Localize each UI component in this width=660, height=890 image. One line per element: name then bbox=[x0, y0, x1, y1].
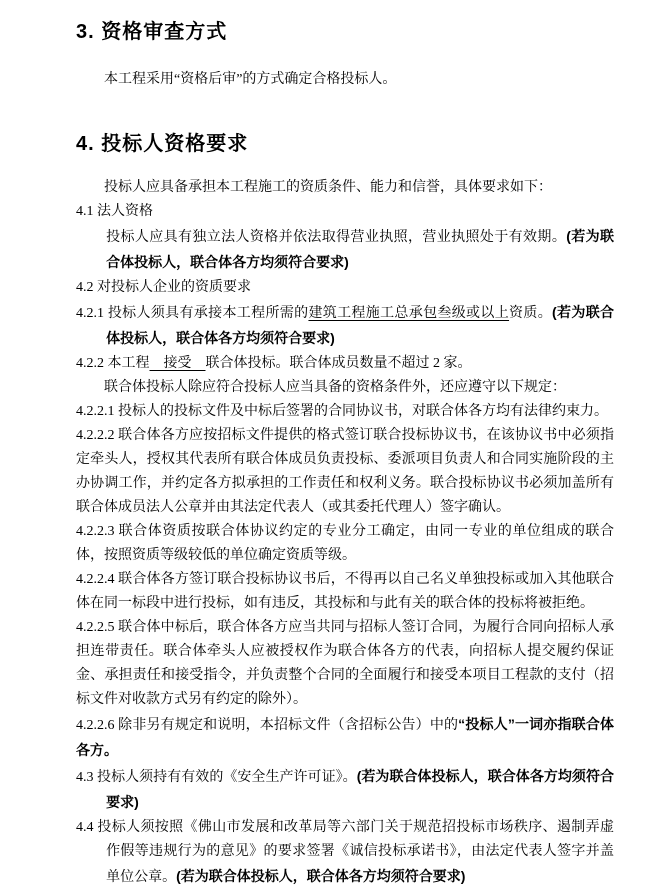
item-4-2-2-6-run-0: 4.2.2.6 除非另有规定和说明，本招标文件（含招标公告）中的 bbox=[76, 718, 459, 733]
item-4-2-2-4-run-0: 4.2.2.4 联合体各方签订联合投标协议书后，不得再以自己名义单独投标或加入其他联合体在同一标段中进行投标，如有违反，其投标和与此有关的联合体的投标将被拒绝。 bbox=[76, 572, 614, 611]
item-4-3-run-1: (若为联合体投标人，联合体各方均须符合要求) bbox=[106, 768, 614, 810]
heading-section-4 bbox=[76, 130, 614, 158]
heading-section-3 bbox=[76, 18, 614, 46]
item-4-2-2-5-run-0: 4.2.2.5 联合体中标后，联合体各方应当共同与招标人签订合同，为履行合同向招标人承担连带责任。联合体牵头人应被授权作为联合体各方的代表，向招标人提交履约保证金、承担责任和接受指令，并负责整个合同的全面履行和接受本项目工程款的支付（招标文件对收款方式另有约定的除外）。 bbox=[76, 620, 614, 707]
item-4-2-1-run-1: 建筑工程施工总承包叁级或以上 bbox=[308, 306, 510, 321]
para-4-intro bbox=[76, 176, 614, 200]
para-4-1-body-run-0: 投标人应具有独立法人资格并依法取得营业执照，营业执照处于有效期。 bbox=[106, 230, 567, 245]
item-4-1-run-0: 4.1 法人资格 bbox=[76, 204, 153, 219]
item-4-2-2-4 bbox=[76, 568, 614, 616]
item-4-2-2-6-run-1: “投标人”一词亦指联合体各方。 bbox=[76, 716, 615, 758]
item-4-2-2-1 bbox=[76, 400, 614, 424]
item-4-2-1-run-2: 资质。 bbox=[509, 306, 553, 321]
item-4-2-2-run-1: 接受 bbox=[149, 356, 206, 371]
item-4-1 bbox=[76, 200, 614, 224]
item-4-2-1-run-3: (若为联合体投标人，联合体各方均须符合要求) bbox=[106, 304, 615, 346]
para-3-1-run-0: 本工程采用“资格后审”的方式确定合格投标人。 bbox=[104, 72, 397, 87]
para-4-intro-run-0: 投标人应具备承担本工程施工的资质条件、能力和信誉，具体要求如下： bbox=[104, 180, 552, 195]
item-4-4-run-0: 4.4 投标人须按照《佛山市发展和改革局等六部门关于规范招投标市场秩序、遏制弄虚作假等违规行为的意见》的要求签署《诚信投标承诺书》，由法定代表人签字并盖单位公章。 bbox=[76, 820, 614, 885]
para-4-2-2-intro bbox=[76, 376, 614, 400]
item-4-3-run-0: 4.3 投标人须持有有效的《安全生产许可证》。 bbox=[76, 770, 357, 785]
para-4-1-body-run-1: (若为联合体投标人，联合体各方均须符合要求) bbox=[106, 228, 614, 270]
item-4-2-2-1-run-0: 4.2.2.1 投标人的投标文件及中标后签署的合同协议书，对联合体各方均有法律约束力。 bbox=[76, 404, 608, 419]
heading-section-4-run-0: 4. 投标人资格要求 bbox=[76, 133, 249, 155]
item-4-2-2-run-0: 4.2.2 本工程 bbox=[76, 356, 150, 371]
document-content bbox=[76, 18, 614, 890]
item-4-2-1 bbox=[76, 300, 614, 352]
item-4-4 bbox=[76, 816, 614, 890]
item-4-2-2-5 bbox=[76, 616, 614, 712]
item-4-2-2-6 bbox=[76, 712, 614, 764]
item-4-2-2 bbox=[76, 352, 614, 376]
para-3-1 bbox=[76, 68, 614, 92]
item-4-2-2-3-run-0: 4.2.2.3 联合体资质按联合体协议约定的专业分工确定，由同一专业的单位组成的联合体，按照资质等级较低的单位确定资质等级。 bbox=[76, 524, 614, 563]
item-4-4-run-1: (若为联合体投标人，联合体各方均须符合要求) bbox=[176, 868, 466, 884]
item-4-2-run-0: 4.2 对投标人企业的资质要求 bbox=[76, 280, 251, 295]
para-4-2-2-intro-run-0: 联合体投标人除应符合投标人应当具备的资格条件外，还应遵守以下规定： bbox=[104, 380, 566, 395]
para-4-1-body bbox=[106, 224, 614, 276]
heading-section-3-run-0: 3. 资格审查方式 bbox=[76, 21, 228, 43]
item-4-3 bbox=[76, 764, 614, 816]
item-4-2-2-3 bbox=[76, 520, 614, 568]
item-4-2-2-2 bbox=[76, 424, 614, 520]
item-4-2-2-run-2: 联合体投标。联合体成员数量不超过 2 家。 bbox=[205, 356, 472, 371]
item-4-2 bbox=[76, 276, 614, 300]
item-4-2-1-run-0: 4.2.1 投标人须具有承接本工程所需的 bbox=[76, 306, 309, 321]
item-4-2-2-2-run-0: 4.2.2.2 联合体各方应按招标文件提供的格式签订联合投标协议书，在该协议书中必须指定牵头人，授权其代表所有联合体成员负责投标、委派项目负责人和合同实施阶段的主办协调工作，并约定各方拟承担的工作责任和权利义务。联合投标协议书必须加盖所有联合体成员法人公章并由其法定代表人（或其委托代理人）签字确认。 bbox=[76, 428, 614, 515]
